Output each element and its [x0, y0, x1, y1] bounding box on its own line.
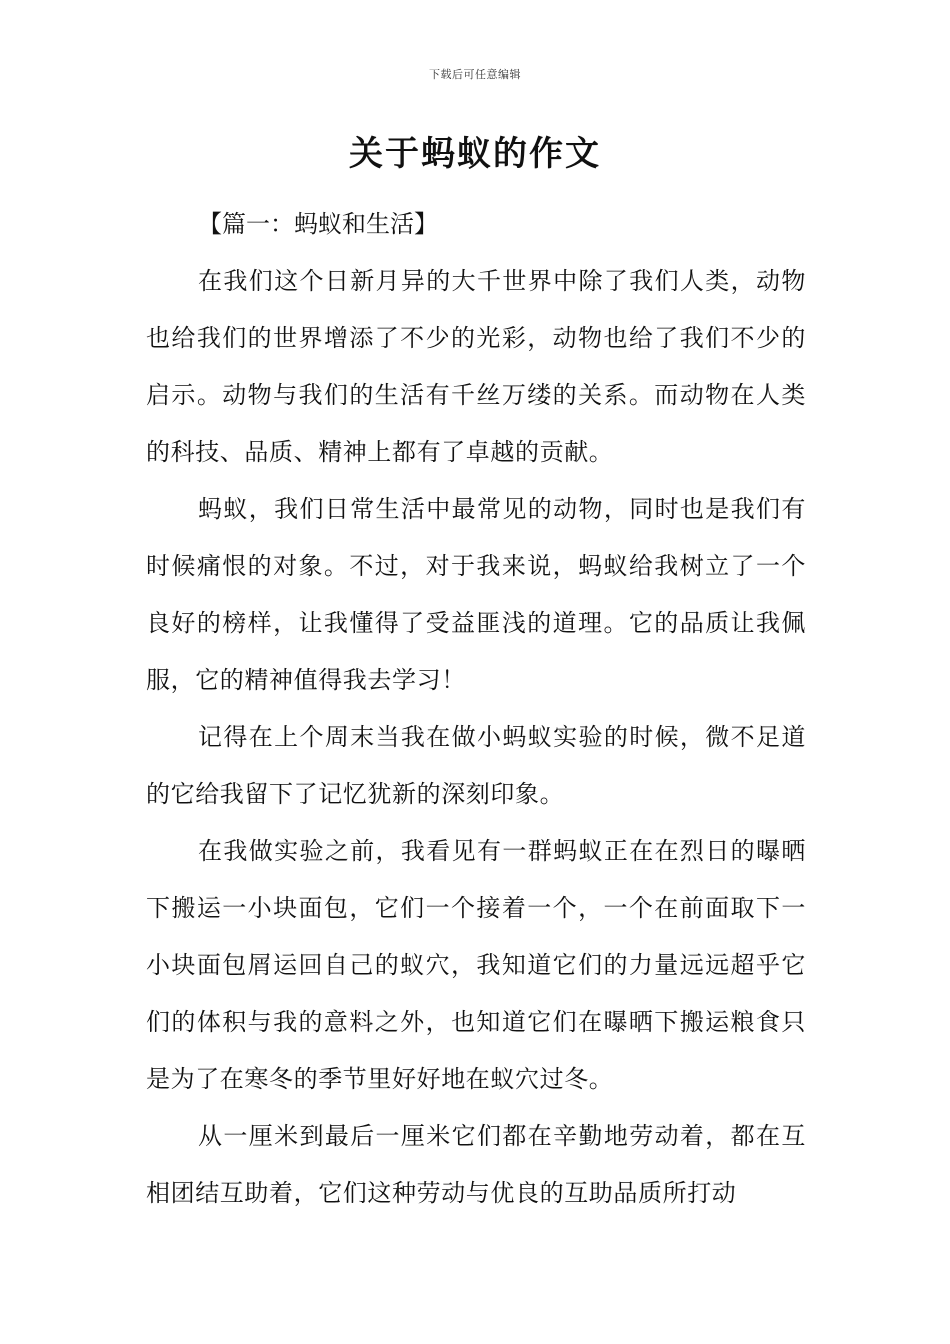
header-note: 下载后可任意编辑: [429, 68, 521, 81]
paragraph-2: 蚂蚁，我们日常生活中最常见的动物，同时也是我们有时候痛恨的对象。不过，对于我来说，蚂蚁给我树立了一个良好的榜样，让我懂得了受益匪浅的道理。它的品质让我佩服，它的精神值得我去学习！: [146, 495, 806, 694]
paragraph-5: 从一厘米到最后一厘米它们都在辛勤地劳动着，都在互相团结互助着，它们这种劳动与优良的互助品质所打动: [146, 1122, 806, 1207]
paragraph-3: 记得在上个周末当我在做小蚂蚁实验的时候，微不足道的它给我留下了记忆犹新的深刻印象。: [146, 723, 806, 808]
document-body: [146, 196, 806, 1222]
paragraph-4: 在我做实验之前，我看见有一群蚂蚁正在在烈日的曝晒下搬运一小块面包，它们一个接着一个，一个在前面取下一小块面包屑运回自己的蚁穴，我知道它们的力量远远超乎它们的体积与我的意料之外，也知道它们在曝晒下搬运粮食只是为了在寒冬的季节里好好地在蚁穴过冬。: [146, 837, 806, 1093]
page-title: 关于蚂蚁的作文: [349, 134, 601, 174]
section-heading: 【篇一：蚂蚁和生活】: [198, 210, 438, 238]
paragraph-1: 在我们这个日新月异的大千世界中除了我们人类，动物也给我们的世界增添了不少的光彩，动物也给了我们不少的启示。动物与我们的生活有千丝万缕的关系。而动物在人类的科技、品质、精神上都有了卓越的贡献。: [146, 267, 806, 466]
